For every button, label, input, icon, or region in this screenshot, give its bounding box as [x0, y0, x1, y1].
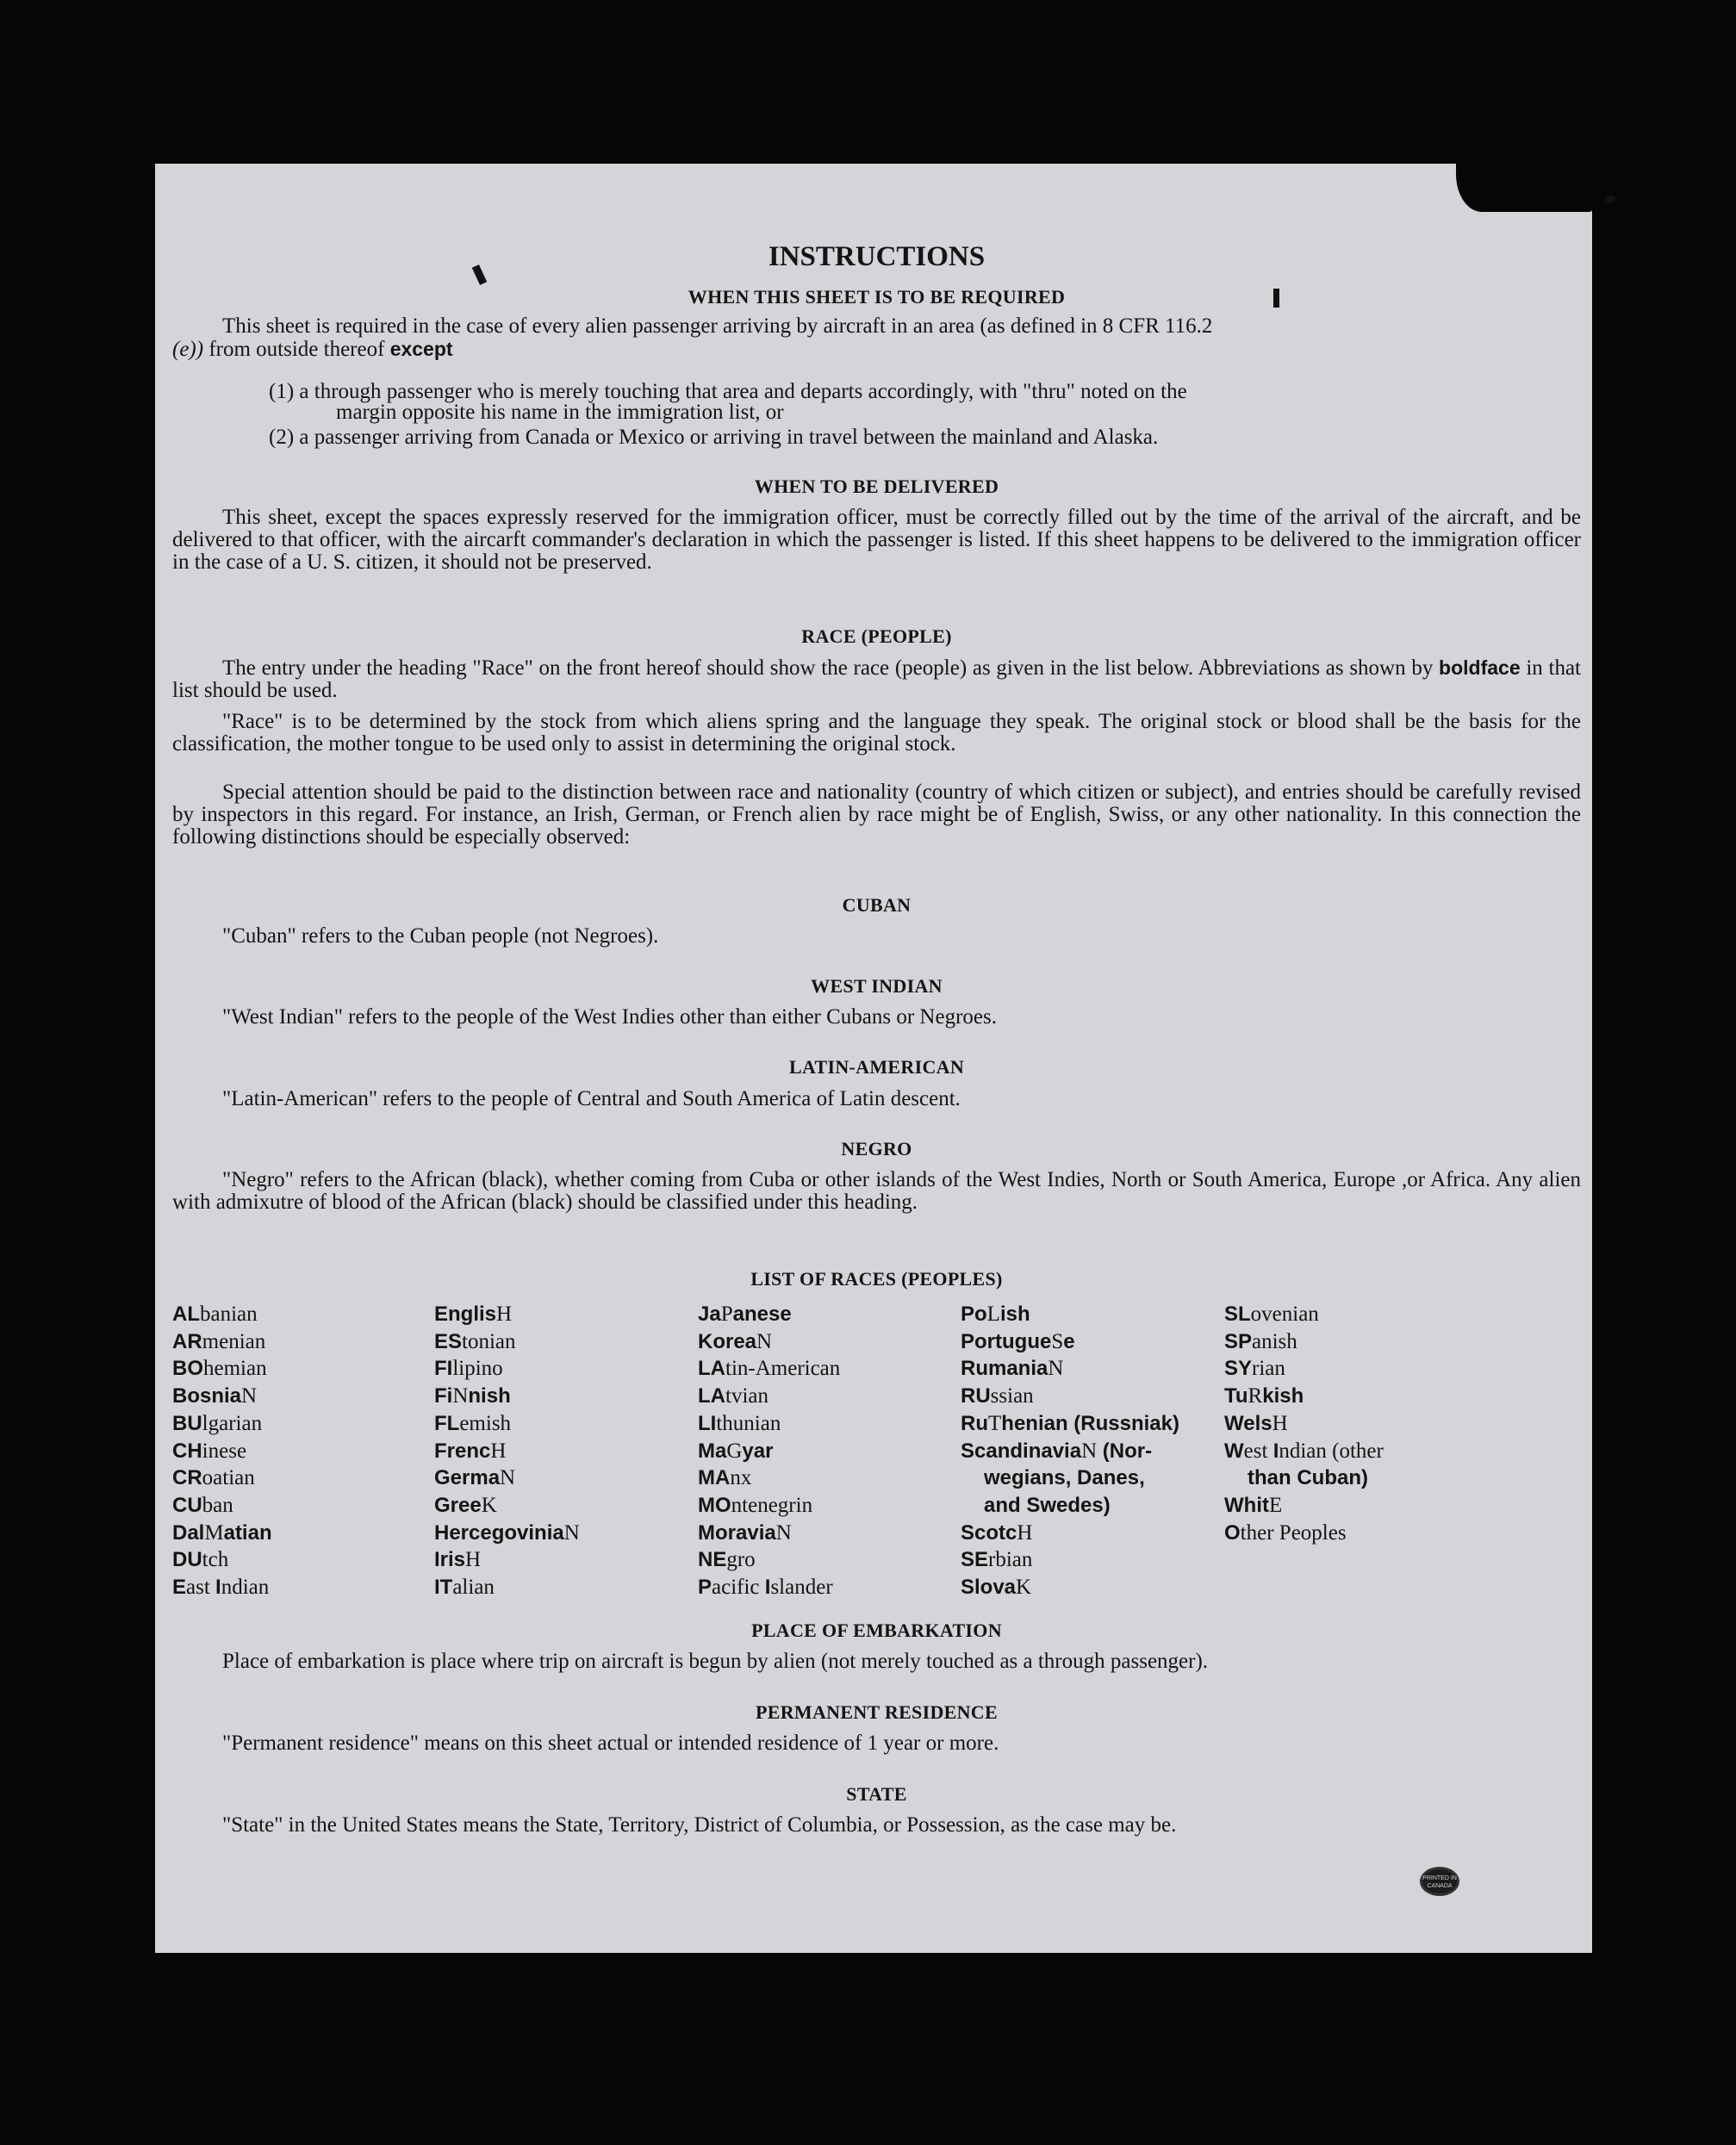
heading-when-required: WHEN THIS SHEET IS TO BE REQUIRED: [688, 286, 1066, 308]
negro-definition: "Negro" refers to the African (black), whether coming from Cuba or other islands of the West Indies, North or South America, Europe ,or Africa. Any alien with admixutre of blood of the African (black) should be classified under this heading.: [172, 1168, 1581, 1214]
race-entry: [698, 1492, 840, 1520]
race-rest: inese: [202, 1439, 247, 1463]
race-abbrev: and Swedes): [984, 1493, 1111, 1517]
race-entry: [1224, 1328, 1384, 1356]
race-abbrev: Korea: [698, 1329, 757, 1353]
race-abbrev: AR: [172, 1329, 202, 1353]
race-rest: banian: [200, 1303, 258, 1326]
race-rest: H: [1272, 1411, 1288, 1435]
race-rest: ndian: [221, 1576, 270, 1600]
race-abbrev: I: [215, 1576, 221, 1600]
race-entry: [434, 1492, 580, 1520]
race-entry: [1224, 1464, 1384, 1492]
race-rest: N: [452, 1384, 469, 1408]
race-rest: hemian: [203, 1357, 267, 1381]
race-abbrev: e: [1063, 1329, 1075, 1353]
race-entry: [961, 1546, 1179, 1574]
race-entry: [961, 1328, 1179, 1356]
race-entry: [434, 1301, 580, 1328]
race-abbrev: SL: [1224, 1303, 1251, 1326]
ink-mark: [1273, 289, 1279, 308]
heading-race: RACE (PEOPLE): [801, 625, 952, 647]
race-abbrev: O: [1224, 1520, 1241, 1545]
race-entry: [961, 1301, 1179, 1328]
race-entry: [434, 1438, 580, 1465]
race-abbrev: Frenc: [434, 1439, 491, 1463]
race-rest: N: [1048, 1357, 1064, 1381]
race-entry: [961, 1492, 1179, 1520]
outside-text: from outside thereof: [208, 338, 385, 361]
exception-2: (2) a passenger arriving from Canada or Mexico or arriving in travel between the mainland and Alaska.: [269, 426, 1159, 449]
race-column-2: [434, 1301, 580, 1601]
state-definition: "State" in the United States means the State, Territory, District of Columbia, or Possession, as the case may be.: [222, 1813, 1177, 1837]
race-abbrev: Germa: [434, 1466, 501, 1490]
race-abbrev: Gree: [434, 1493, 482, 1517]
race-rest: lgarian: [202, 1411, 263, 1435]
heading-list-of-races: LIST OF RACES (PEOPLES): [750, 1268, 1003, 1290]
race-abbrev: MA: [698, 1466, 731, 1490]
race-paragraph-2: "Race" is to be determined by the stock from which aliens spring and the language they speak. The original stock or blood shall be the basis for the classification, the mother tongue to be used only to assist in determining the original stock.: [172, 710, 1581, 755]
race-paragraph-1: [172, 656, 1581, 702]
race-entry: [1224, 1492, 1384, 1520]
race-abbrev: LA: [698, 1357, 725, 1381]
race-abbrev: Wels: [1224, 1411, 1272, 1435]
race-rest: menian: [202, 1329, 266, 1353]
race-abbrev: DU: [172, 1548, 202, 1572]
race-abbrev: RU: [961, 1384, 991, 1408]
residence-definition: "Permanent residence" means on this sheet actual or intended residence of 1 year or more.: [222, 1732, 999, 1755]
race-abbrev: wegians, Danes,: [984, 1466, 1145, 1490]
race-rest: ntenegrin: [731, 1493, 813, 1517]
race-entry: [434, 1383, 580, 1410]
race-rest: P: [720, 1303, 733, 1326]
race-abbrev: anese: [732, 1303, 792, 1326]
exception-1-line2: margin opposite his name in the immigration list, or: [336, 401, 784, 424]
cuban-definition: "Cuban" refers to the Cuban people (not Negroes).: [222, 924, 659, 948]
race-rest: ndian (other: [1279, 1439, 1384, 1463]
race-abbrev: MO: [698, 1493, 731, 1517]
race-abbrev: kish: [1262, 1384, 1304, 1408]
heading-place-of-embarkation: PLACE OF EMBARKATION: [751, 1620, 1002, 1641]
race-abbrev: Bosnia: [172, 1384, 242, 1408]
race-abbrev: Scandinavia: [961, 1439, 1082, 1463]
race-abbrev: SP: [1224, 1329, 1253, 1353]
race-rest: acific: [712, 1576, 765, 1600]
race-entry: [172, 1328, 272, 1356]
race-abbrev: CR: [172, 1466, 202, 1490]
race-abbrev: atian: [223, 1520, 272, 1545]
race-rest: S: [1051, 1329, 1064, 1353]
race-abbrev: Slova: [961, 1576, 1017, 1600]
race-rest: K: [1016, 1576, 1032, 1600]
race-entry: [698, 1301, 840, 1328]
race-rest: N: [775, 1520, 792, 1545]
race-entry: [1224, 1520, 1384, 1547]
race-rest: tvian: [725, 1384, 768, 1408]
race-entry: [961, 1574, 1179, 1601]
race-abbrev: Ja: [698, 1303, 721, 1326]
race-rest: E: [1268, 1493, 1283, 1517]
latin-american-definition: "Latin-American" refers to the people of Central and South America of Latin descent.: [222, 1087, 961, 1110]
race-abbrev: LA: [698, 1384, 725, 1408]
race-rest: H: [465, 1548, 482, 1572]
embarkation-definition: Place of embarkation is place where trip on aircraft is begun by alien (not merely touched as a through passenger).: [222, 1650, 1209, 1673]
race-abbrev: Fi: [434, 1384, 453, 1408]
race-rest: H: [490, 1439, 507, 1463]
race-rest: T: [988, 1411, 1002, 1435]
race-abbrev: Po: [961, 1303, 987, 1326]
race-rest: oatian: [202, 1466, 255, 1490]
race-abbrev: LI: [698, 1411, 717, 1435]
race-entry: [961, 1438, 1179, 1465]
race-abbrev: P: [698, 1576, 712, 1600]
torn-corner: [1456, 160, 1594, 212]
race-abbrev: Tu: [1224, 1384, 1248, 1408]
race-abbrev: E: [172, 1576, 187, 1600]
race-entry: [434, 1410, 580, 1438]
boldface-word: boldface: [1439, 656, 1521, 679]
race-rest: N: [241, 1384, 258, 1408]
race-column-4: [961, 1301, 1179, 1601]
race-rest: thunian: [716, 1411, 781, 1435]
exception-1-line1: (1) a through passenger who is merely touching that area and departs accordingly, with "thru" noted on the: [269, 380, 1187, 403]
race-abbrev: (Nor-: [1097, 1439, 1153, 1463]
race-rest: L: [986, 1303, 1000, 1326]
race-column-5: [1224, 1301, 1384, 1546]
race-entry: [434, 1520, 580, 1547]
race-abbrev: Englis: [434, 1303, 497, 1326]
race-rest: ban: [202, 1493, 233, 1517]
heading-permanent-residence: PERMANENT RESIDENCE: [756, 1701, 998, 1723]
heading-latin-american: LATIN-AMERICAN: [788, 1056, 965, 1078]
ink-mark: [1605, 196, 1615, 202]
race-p1-text: The entry under the heading "Race" on the front hereof should show the race (people) as given in the list below. Abbreviations as shown by: [222, 656, 1434, 680]
race-entry: [698, 1546, 840, 1574]
heading-state: STATE: [846, 1783, 907, 1805]
race-entry: [698, 1383, 840, 1410]
race-entry: [698, 1574, 840, 1601]
race-rest: nx: [730, 1466, 752, 1490]
race-entry: [172, 1355, 272, 1383]
race-abbrev: Rumania: [961, 1357, 1048, 1381]
race-entry: [698, 1438, 840, 1465]
race-abbrev: NE: [698, 1548, 727, 1572]
race-abbrev: I: [1272, 1439, 1279, 1463]
race-abbrev: SY: [1224, 1357, 1253, 1381]
race-abbrev: AL: [172, 1303, 200, 1326]
race-entry: [961, 1520, 1179, 1547]
west-indian-definition: "West Indian" refers to the people of the West Indies other than either Cubans or Negroes.: [222, 1005, 997, 1029]
race-entry: [961, 1410, 1179, 1438]
race-rest: rbian: [988, 1548, 1033, 1572]
race-entry: [961, 1464, 1179, 1492]
race-abbrev: CH: [172, 1439, 202, 1463]
form-sheet: [155, 164, 1592, 1953]
race-rest: ast: [186, 1576, 216, 1600]
race-abbrev: SE: [961, 1548, 989, 1572]
race-rest: slander: [770, 1576, 833, 1600]
page-title: INSTRUCTIONS: [768, 241, 986, 272]
race-entry: [698, 1328, 840, 1356]
race-abbrev: Hercegovinia: [434, 1520, 564, 1545]
race-rest: N: [563, 1520, 580, 1545]
race-abbrev: Whit: [1224, 1493, 1269, 1517]
required-paragraph-line1: This sheet is required in the case of every alien passenger arriving by aircraft in an area (as defined in 8 CFR 116.2: [222, 314, 1213, 338]
race-entry: [172, 1546, 272, 1574]
race-abbrev: henian (Russniak): [1001, 1411, 1179, 1435]
race-abbrev: BU: [172, 1411, 202, 1435]
race-entry: [698, 1410, 840, 1438]
race-rest: tch: [202, 1548, 229, 1572]
race-paragraph-3: Special attention should be paid to the distinction between race and nationality (country of which citizen or subject), and entries should be carefully revised by inspectors in this regard. For instance, an Irish, German, or French alien by race might be of English, Swiss, or any other nationality. In this connection the following distinctions should be especially observed:: [172, 780, 1581, 849]
race-entry: [172, 1301, 272, 1328]
race-rest: anish: [1252, 1329, 1297, 1353]
race-abbrev: ES: [434, 1329, 463, 1353]
race-rest: emish: [459, 1411, 512, 1435]
race-rest: lipino: [452, 1357, 503, 1381]
heading-west-indian: WEST INDIAN: [811, 975, 943, 997]
race-entry: [434, 1328, 580, 1356]
race-abbrev: BO: [172, 1357, 203, 1381]
heading-when-delivered: WHEN TO BE DELIVERED: [754, 476, 999, 497]
race-rest: gro: [726, 1548, 756, 1572]
race-entry: [698, 1355, 840, 1383]
race-entry: [961, 1383, 1179, 1410]
race-abbrev: nish: [468, 1384, 511, 1408]
race-abbrev: Scotc: [961, 1520, 1017, 1545]
race-rest: N: [756, 1329, 773, 1353]
race-rest: H: [1017, 1520, 1033, 1545]
race-rest: H: [496, 1303, 513, 1326]
race-entry: [172, 1464, 272, 1492]
heading-cuban: CUBAN: [842, 894, 912, 916]
race-rest: M: [204, 1520, 224, 1545]
race-rest: tin-American: [725, 1357, 841, 1381]
race-rest: ssian: [990, 1384, 1034, 1408]
race-abbrev: Moravia: [698, 1520, 776, 1545]
race-abbrev: Portugue: [961, 1329, 1052, 1353]
race-entry: [172, 1383, 272, 1410]
race-entry: [1224, 1301, 1384, 1328]
race-entry: [434, 1464, 580, 1492]
race-entry: [434, 1355, 580, 1383]
race-p1-end: in that list should be used.: [172, 656, 1581, 702]
race-abbrev: W: [1224, 1439, 1244, 1463]
race-rest: G: [726, 1439, 743, 1463]
race-column-3: [698, 1301, 840, 1601]
race-entry: [172, 1492, 272, 1520]
race-abbrev: yar: [742, 1439, 774, 1463]
race-entry: [698, 1520, 840, 1547]
race-entry: [1224, 1410, 1384, 1438]
race-rest: est: [1243, 1439, 1273, 1463]
race-rest: alian: [452, 1576, 495, 1600]
race-entry: [172, 1520, 272, 1547]
race-rest: N: [1081, 1439, 1098, 1463]
race-entry: [1224, 1355, 1384, 1383]
race-abbrev: Ma: [698, 1439, 727, 1463]
race-abbrev: than Cuban): [1248, 1466, 1368, 1490]
race-rest: K: [481, 1493, 497, 1517]
cfr-ref: (e)): [172, 338, 204, 361]
race-entry: [172, 1410, 272, 1438]
race-abbrev: FL: [434, 1411, 460, 1435]
race-abbrev: Iris: [434, 1548, 466, 1572]
race-entry: [698, 1464, 840, 1492]
union-printer-stamp: PRINTED IN CANADA: [1420, 1867, 1459, 1896]
race-entry: [172, 1574, 272, 1601]
race-rest: rian: [1252, 1357, 1285, 1381]
race-column-1: [172, 1301, 272, 1601]
race-entry: [1224, 1438, 1384, 1465]
race-rest: tonian: [462, 1329, 516, 1353]
race-entry: [434, 1546, 580, 1574]
race-abbrev: Dal: [172, 1520, 205, 1545]
race-entry: [961, 1355, 1179, 1383]
race-entry: [434, 1574, 580, 1601]
race-entry: [172, 1438, 272, 1465]
race-abbrev: Ru: [961, 1411, 988, 1435]
race-rest: ovenian: [1250, 1303, 1319, 1326]
except-word: except: [389, 338, 453, 360]
race-abbrev: FI: [434, 1357, 453, 1381]
race-rest: R: [1248, 1384, 1263, 1408]
race-rest: N: [500, 1466, 516, 1490]
race-entry: [1224, 1383, 1384, 1410]
required-paragraph-line2: [172, 338, 453, 361]
race-rest: ther Peoples: [1240, 1520, 1347, 1545]
race-abbrev: CU: [172, 1493, 202, 1517]
race-abbrev: ish: [999, 1303, 1030, 1326]
race-abbrev: I: [764, 1576, 771, 1600]
race-abbrev: IT: [434, 1576, 453, 1600]
heading-negro: NEGRO: [841, 1138, 912, 1160]
delivered-paragraph: This sheet, except the spaces expressly reserved for the immigration officer, must be correctly filled out by the time of the arrival of the aircraft, and be delivered to that officer, with the aircarft commander's declaration in which the passenger is listed. If this sheet happens to be delivered to the immigration officer in the case of a U. S. citizen, it should not be preserved.: [172, 506, 1581, 574]
